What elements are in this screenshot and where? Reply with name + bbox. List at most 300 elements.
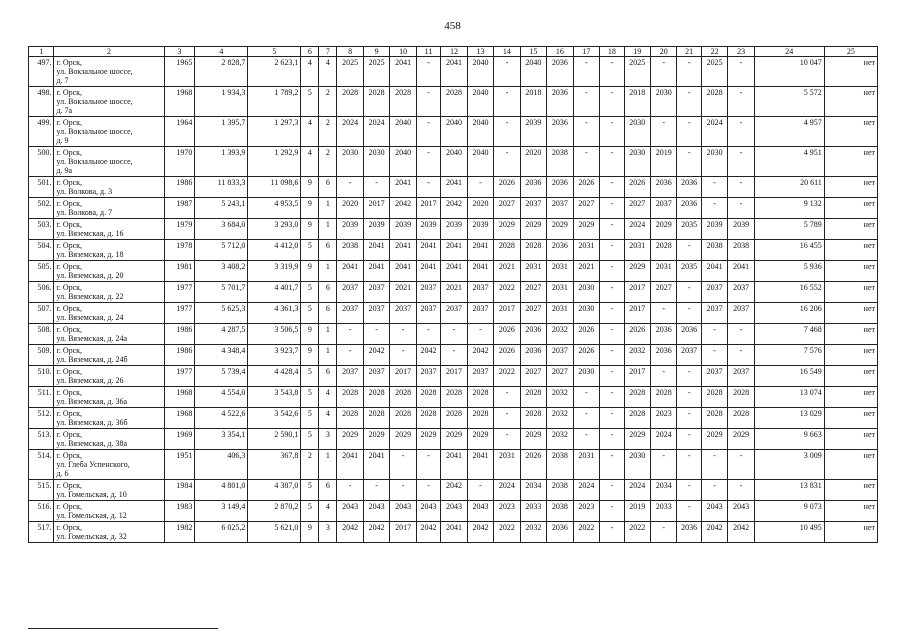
cell-col-17: 2022 <box>573 522 599 543</box>
cell-col-17: 2026 <box>573 324 599 345</box>
address-line: г. Орск, <box>56 220 83 229</box>
table-row <box>29 261 878 282</box>
row-number: 502. <box>29 198 54 219</box>
address-cell <box>54 429 164 450</box>
cell-col-11: - <box>416 117 440 147</box>
cell-col-22: 2025 <box>701 57 727 87</box>
cell-col-6: 5 <box>301 366 319 387</box>
cell-col-6: 5 <box>301 501 319 522</box>
cell-col-19: 2032 <box>624 345 650 366</box>
cell-col-23: 2029 <box>728 429 754 450</box>
cell-col-18: - <box>600 366 624 387</box>
address-cell <box>54 303 164 324</box>
column-number-24: 24 <box>754 47 824 57</box>
address-line: г. Орск, <box>56 409 83 418</box>
cell-col-9: 2042 <box>363 522 389 543</box>
row-number: 516. <box>29 501 54 522</box>
address-cell <box>54 177 164 198</box>
address-cell <box>54 408 164 429</box>
cell-col-11: - <box>416 177 440 198</box>
cell-col-13: 2040 <box>467 87 493 117</box>
cell-col-24: 16 206 <box>754 303 824 324</box>
cell-col-9: 2041 <box>363 261 389 282</box>
cell-col-8: - <box>337 177 363 198</box>
cell-col-18: - <box>600 501 624 522</box>
cell-col-13: 2041 <box>467 261 493 282</box>
cell-col-19: 2022 <box>624 522 650 543</box>
column-number-1: 1 <box>29 47 54 57</box>
cell-col-10: 2041 <box>390 57 416 87</box>
column-number-5: 5 <box>248 47 301 57</box>
row-number: 511. <box>29 387 54 408</box>
address-line: ул. Глеба Успенского, <box>56 460 130 469</box>
cell-col-24: 16 552 <box>754 282 824 303</box>
cell-col-18: - <box>600 345 624 366</box>
cell-col-13: 2039 <box>467 219 493 240</box>
cell-col-14: 2027 <box>494 198 520 219</box>
cell-col-7: 1 <box>319 219 337 240</box>
row-number: 503. <box>29 219 54 240</box>
address-cell <box>54 117 164 147</box>
cell-col-25: нет <box>824 345 877 366</box>
cell-col-15: 2027 <box>520 303 546 324</box>
cell-col-16: 2031 <box>547 282 573 303</box>
cell-col-9: 2028 <box>363 87 389 117</box>
cell-col-8: 2029 <box>337 429 363 450</box>
cell-col-15: 2036 <box>520 324 546 345</box>
cell-col-11: 2028 <box>416 408 440 429</box>
cell-col-24: 13 831 <box>754 480 824 501</box>
cell-col-24: 16 549 <box>754 366 824 387</box>
cell-col-8: 2025 <box>337 57 363 87</box>
cell-col-23: 2037 <box>728 303 754 324</box>
address-cell <box>54 240 164 261</box>
cell-col-25: нет <box>824 324 877 345</box>
cell-col-13: 2042 <box>467 345 493 366</box>
cell-col-24: 9 073 <box>754 501 824 522</box>
cell-col-23: - <box>728 117 754 147</box>
cell-col-21: - <box>677 366 701 387</box>
cell-col-12: 2028 <box>441 387 467 408</box>
table-row <box>29 429 878 450</box>
cell-col-9: - <box>363 480 389 501</box>
cell-col-5: 4 953,5 <box>248 198 301 219</box>
cell-col-5: 4 428,4 <box>248 366 301 387</box>
cell-col-6: 5 <box>301 303 319 324</box>
cell-col-15: 2029 <box>520 219 546 240</box>
cell-col-19: 2017 <box>624 303 650 324</box>
cell-col-17: 2023 <box>573 501 599 522</box>
cell-col-12: 2041 <box>441 450 467 480</box>
cell-col-19: 2031 <box>624 240 650 261</box>
cell-col-11: 2017 <box>416 198 440 219</box>
cell-col-24: 13 029 <box>754 408 824 429</box>
cell-col-24: 7 468 <box>754 324 824 345</box>
cell-col-4: 11 833,3 <box>195 177 248 198</box>
address-line: ул. Вокзальное шоссе, <box>56 157 133 166</box>
cell-col-19: 2024 <box>624 480 650 501</box>
column-number-14: 14 <box>494 47 520 57</box>
cell-col-21: 2035 <box>677 219 701 240</box>
column-number-7: 7 <box>319 47 337 57</box>
cell-col-5: 1 789,2 <box>248 87 301 117</box>
cell-col-12: - <box>441 345 467 366</box>
cell-col-24: 5 936 <box>754 261 824 282</box>
column-number-18: 18 <box>600 47 624 57</box>
cell-col-12: 2043 <box>441 501 467 522</box>
column-number-17: 17 <box>573 47 599 57</box>
cell-col-16: 2037 <box>547 198 573 219</box>
cell-col-22: - <box>701 198 727 219</box>
cell-col-15: 2018 <box>520 87 546 117</box>
cell-col-3: 1984 <box>164 480 195 501</box>
row-number: 497. <box>29 57 54 87</box>
column-number-2: 2 <box>54 47 164 57</box>
address-line: ул. Вяземская, д. 22 <box>56 292 124 301</box>
cell-col-14: 2021 <box>494 261 520 282</box>
column-number-23: 23 <box>728 47 754 57</box>
cell-col-21: - <box>677 57 701 87</box>
cell-col-24: 9 663 <box>754 429 824 450</box>
cell-col-24: 16 455 <box>754 240 824 261</box>
address-cell <box>54 261 164 282</box>
column-number-4: 4 <box>195 47 248 57</box>
cell-col-3: 1983 <box>164 501 195 522</box>
cell-col-6: 9 <box>301 261 319 282</box>
address-cell <box>54 282 164 303</box>
address-line: ул. Вяземская, д. 24а <box>56 334 128 343</box>
cell-col-6: 5 <box>301 480 319 501</box>
cell-col-21: 2036 <box>677 522 701 543</box>
cell-col-3: 1964 <box>164 117 195 147</box>
cell-col-18: - <box>600 198 624 219</box>
cell-col-7: 6 <box>319 177 337 198</box>
cell-col-8: - <box>337 345 363 366</box>
cell-col-24: 5 572 <box>754 87 824 117</box>
address-line: д. 9 <box>56 136 69 145</box>
table-row <box>29 177 878 198</box>
address-cell <box>54 219 164 240</box>
cell-col-9: 2024 <box>363 117 389 147</box>
table-row <box>29 87 878 117</box>
cell-col-11: 2041 <box>416 261 440 282</box>
row-number: 508. <box>29 324 54 345</box>
cell-col-3: 1979 <box>164 219 195 240</box>
cell-col-15: 2032 <box>520 522 546 543</box>
cell-col-17: - <box>573 429 599 450</box>
address-cell <box>54 198 164 219</box>
row-number: 512. <box>29 408 54 429</box>
cell-col-7: 6 <box>319 303 337 324</box>
cell-col-16: 2037 <box>547 345 573 366</box>
cell-col-21: - <box>677 282 701 303</box>
cell-col-7: 4 <box>319 408 337 429</box>
cell-col-3: 1968 <box>164 87 195 117</box>
cell-col-9: 2037 <box>363 366 389 387</box>
cell-col-23: 2041 <box>728 261 754 282</box>
cell-col-22: 2038 <box>701 240 727 261</box>
cell-col-7: 4 <box>319 501 337 522</box>
cell-col-21: 2036 <box>677 177 701 198</box>
cell-col-9: 2037 <box>363 303 389 324</box>
cell-col-23: 2037 <box>728 282 754 303</box>
cell-col-21: 2036 <box>677 324 701 345</box>
cell-col-12: 2041 <box>441 240 467 261</box>
cell-col-15: 2027 <box>520 366 546 387</box>
cell-col-12: - <box>441 324 467 345</box>
address-line: ул. Вяземская, д. 20 <box>56 271 124 280</box>
cell-col-24: 4 957 <box>754 117 824 147</box>
column-number-20: 20 <box>650 47 676 57</box>
cell-col-25: нет <box>824 303 877 324</box>
cell-col-23: - <box>728 450 754 480</box>
cell-col-19: 2027 <box>624 198 650 219</box>
cell-col-7: 6 <box>319 366 337 387</box>
cell-col-7: 3 <box>319 429 337 450</box>
address-line: ул. Вяземская, д. 36а <box>56 397 128 406</box>
cell-col-21: - <box>677 501 701 522</box>
cell-col-16: 2032 <box>547 387 573 408</box>
cell-col-17: - <box>573 147 599 177</box>
cell-col-7: 2 <box>319 87 337 117</box>
cell-col-24: 10 047 <box>754 57 824 87</box>
cell-col-25: нет <box>824 198 877 219</box>
cell-col-4: 4 801,0 <box>195 480 248 501</box>
cell-col-18: - <box>600 303 624 324</box>
table-row <box>29 480 878 501</box>
cell-col-21: - <box>677 240 701 261</box>
cell-col-8: - <box>337 480 363 501</box>
table-body <box>29 57 878 543</box>
cell-col-18: - <box>600 522 624 543</box>
cell-col-5: 1 297,3 <box>248 117 301 147</box>
cell-col-15: 2028 <box>520 387 546 408</box>
cell-col-14: 2026 <box>494 324 520 345</box>
cell-col-25: нет <box>824 117 877 147</box>
cell-col-14: - <box>494 387 520 408</box>
column-number-12: 12 <box>441 47 467 57</box>
cell-col-14: 2026 <box>494 177 520 198</box>
cell-col-4: 406,3 <box>195 450 248 480</box>
address-line: г. Орск, <box>56 178 83 187</box>
cell-col-23: 2042 <box>728 522 754 543</box>
address-line: г. Орск, <box>56 118 83 127</box>
cell-col-13: 2037 <box>467 303 493 324</box>
cell-col-7: 1 <box>319 450 337 480</box>
address-cell <box>54 147 164 177</box>
cell-col-12: 2037 <box>441 303 467 324</box>
cell-col-11: 2037 <box>416 366 440 387</box>
row-number: 514. <box>29 450 54 480</box>
cell-col-8: - <box>337 324 363 345</box>
row-number: 515. <box>29 480 54 501</box>
cell-col-19: 2028 <box>624 387 650 408</box>
cell-col-6: 5 <box>301 408 319 429</box>
address-line: д. 6 <box>56 469 69 478</box>
cell-col-24: 7 576 <box>754 345 824 366</box>
cell-col-10: 2037 <box>390 303 416 324</box>
cell-col-11: - <box>416 57 440 87</box>
cell-col-24: 13 074 <box>754 387 824 408</box>
column-number-21: 21 <box>677 47 701 57</box>
cell-col-11: 2042 <box>416 522 440 543</box>
address-line: г. Орск, <box>56 304 83 313</box>
cell-col-15: 2029 <box>520 429 546 450</box>
cell-col-13: 2029 <box>467 429 493 450</box>
cell-col-4: 5 701,7 <box>195 282 248 303</box>
cell-col-22: 2037 <box>701 282 727 303</box>
cell-col-10: 2043 <box>390 501 416 522</box>
cell-col-25: нет <box>824 480 877 501</box>
cell-col-22: - <box>701 345 727 366</box>
cell-col-15: 2027 <box>520 282 546 303</box>
cell-col-9: - <box>363 177 389 198</box>
cell-col-12: 2021 <box>441 282 467 303</box>
cell-col-10: 2017 <box>390 522 416 543</box>
cell-col-20: - <box>650 522 676 543</box>
cell-col-3: 1977 <box>164 366 195 387</box>
cell-col-20: 2030 <box>650 87 676 117</box>
cell-col-7: 1 <box>319 261 337 282</box>
cell-col-10: - <box>390 324 416 345</box>
cell-col-4: 1 393,9 <box>195 147 248 177</box>
cell-col-6: 5 <box>301 240 319 261</box>
cell-col-6: 5 <box>301 87 319 117</box>
address-line: г. Орск, <box>56 88 83 97</box>
cell-col-9: 2029 <box>363 429 389 450</box>
cell-col-4: 5 739,4 <box>195 366 248 387</box>
cell-col-13: 2037 <box>467 366 493 387</box>
cell-col-5: 5 621,0 <box>248 522 301 543</box>
cell-col-8: 2043 <box>337 501 363 522</box>
cell-col-16: 2036 <box>547 117 573 147</box>
cell-col-3: 1965 <box>164 57 195 87</box>
cell-col-25: нет <box>824 57 877 87</box>
footnote-divider <box>28 628 218 629</box>
cell-col-21: - <box>677 147 701 177</box>
cell-col-9: 2028 <box>363 408 389 429</box>
table-row <box>29 408 878 429</box>
cell-col-18: - <box>600 240 624 261</box>
cell-col-22: 2028 <box>701 408 727 429</box>
cell-col-10: 2040 <box>390 117 416 147</box>
cell-col-8: 2024 <box>337 117 363 147</box>
cell-col-3: 1968 <box>164 387 195 408</box>
address-line: ул. Вяземская, д. 26 <box>56 376 124 385</box>
cell-col-14: - <box>494 87 520 117</box>
cell-col-9: 2043 <box>363 501 389 522</box>
cell-col-21: - <box>677 429 701 450</box>
address-line: ул. Вокзальное шоссе, <box>56 97 133 106</box>
cell-col-17: - <box>573 117 599 147</box>
address-cell <box>54 387 164 408</box>
column-number-19: 19 <box>624 47 650 57</box>
cell-col-25: нет <box>824 429 877 450</box>
cell-col-12: 2028 <box>441 408 467 429</box>
cell-col-21: - <box>677 87 701 117</box>
cell-col-14: 2028 <box>494 240 520 261</box>
cell-col-25: нет <box>824 522 877 543</box>
cell-col-21: 2035 <box>677 261 701 282</box>
cell-col-21: - <box>677 450 701 480</box>
cell-col-6: 9 <box>301 345 319 366</box>
cell-col-11: 2028 <box>416 387 440 408</box>
cell-col-3: 1982 <box>164 522 195 543</box>
cell-col-14: - <box>494 57 520 87</box>
cell-col-9: 2028 <box>363 387 389 408</box>
cell-col-15: 2036 <box>520 177 546 198</box>
cell-col-5: 11 098,6 <box>248 177 301 198</box>
cell-col-16: 2036 <box>547 240 573 261</box>
cell-col-17: - <box>573 408 599 429</box>
cell-col-12: 2041 <box>441 522 467 543</box>
cell-col-14: - <box>494 429 520 450</box>
address-cell <box>54 480 164 501</box>
cell-col-15: 2026 <box>520 450 546 480</box>
cell-col-6: 4 <box>301 57 319 87</box>
cell-col-24: 20 611 <box>754 177 824 198</box>
cell-col-21: 2037 <box>677 345 701 366</box>
cell-col-5: 4 361,3 <box>248 303 301 324</box>
cell-col-8: 2037 <box>337 366 363 387</box>
cell-col-24: 4 951 <box>754 147 824 177</box>
cell-col-24: 5 789 <box>754 219 824 240</box>
cell-col-13: 2040 <box>467 117 493 147</box>
address-line: г. Орск, <box>56 451 83 460</box>
column-number-22: 22 <box>701 47 727 57</box>
cell-col-21: - <box>677 387 701 408</box>
cell-col-14: 2029 <box>494 219 520 240</box>
cell-col-10: - <box>390 480 416 501</box>
cell-col-25: нет <box>824 87 877 117</box>
address-cell <box>54 450 164 480</box>
cell-col-3: 1986 <box>164 345 195 366</box>
column-number-row <box>29 47 878 57</box>
cell-col-11: 2037 <box>416 303 440 324</box>
row-number: 506. <box>29 282 54 303</box>
cell-col-23: - <box>728 345 754 366</box>
cell-col-6: 9 <box>301 198 319 219</box>
cell-col-23: - <box>728 147 754 177</box>
address-line: г. Орск, <box>56 430 83 439</box>
address-line: д. 7а <box>56 106 73 115</box>
cell-col-4: 6 025,2 <box>195 522 248 543</box>
cell-col-19: 2025 <box>624 57 650 87</box>
cell-col-25: нет <box>824 450 877 480</box>
cell-col-20: 2028 <box>650 240 676 261</box>
cell-col-20: 2036 <box>650 324 676 345</box>
cell-col-3: 1951 <box>164 450 195 480</box>
cell-col-24: 9 132 <box>754 198 824 219</box>
cell-col-11: 2029 <box>416 429 440 450</box>
cell-col-18: - <box>600 429 624 450</box>
cell-col-13: 2028 <box>467 387 493 408</box>
cell-col-7: 4 <box>319 387 337 408</box>
address-cell <box>54 501 164 522</box>
cell-col-17: 2024 <box>573 480 599 501</box>
cell-col-23: - <box>728 324 754 345</box>
cell-col-19: 2026 <box>624 324 650 345</box>
cell-col-12: 2039 <box>441 219 467 240</box>
cell-col-15: 2040 <box>520 57 546 87</box>
cell-col-15: 2020 <box>520 147 546 177</box>
address-line: г. Орск, <box>56 283 83 292</box>
cell-col-3: 1987 <box>164 198 195 219</box>
cell-col-5: 2 623,1 <box>248 57 301 87</box>
column-number-8: 8 <box>337 47 363 57</box>
cell-col-16: 2031 <box>547 303 573 324</box>
cell-col-15: 2034 <box>520 480 546 501</box>
